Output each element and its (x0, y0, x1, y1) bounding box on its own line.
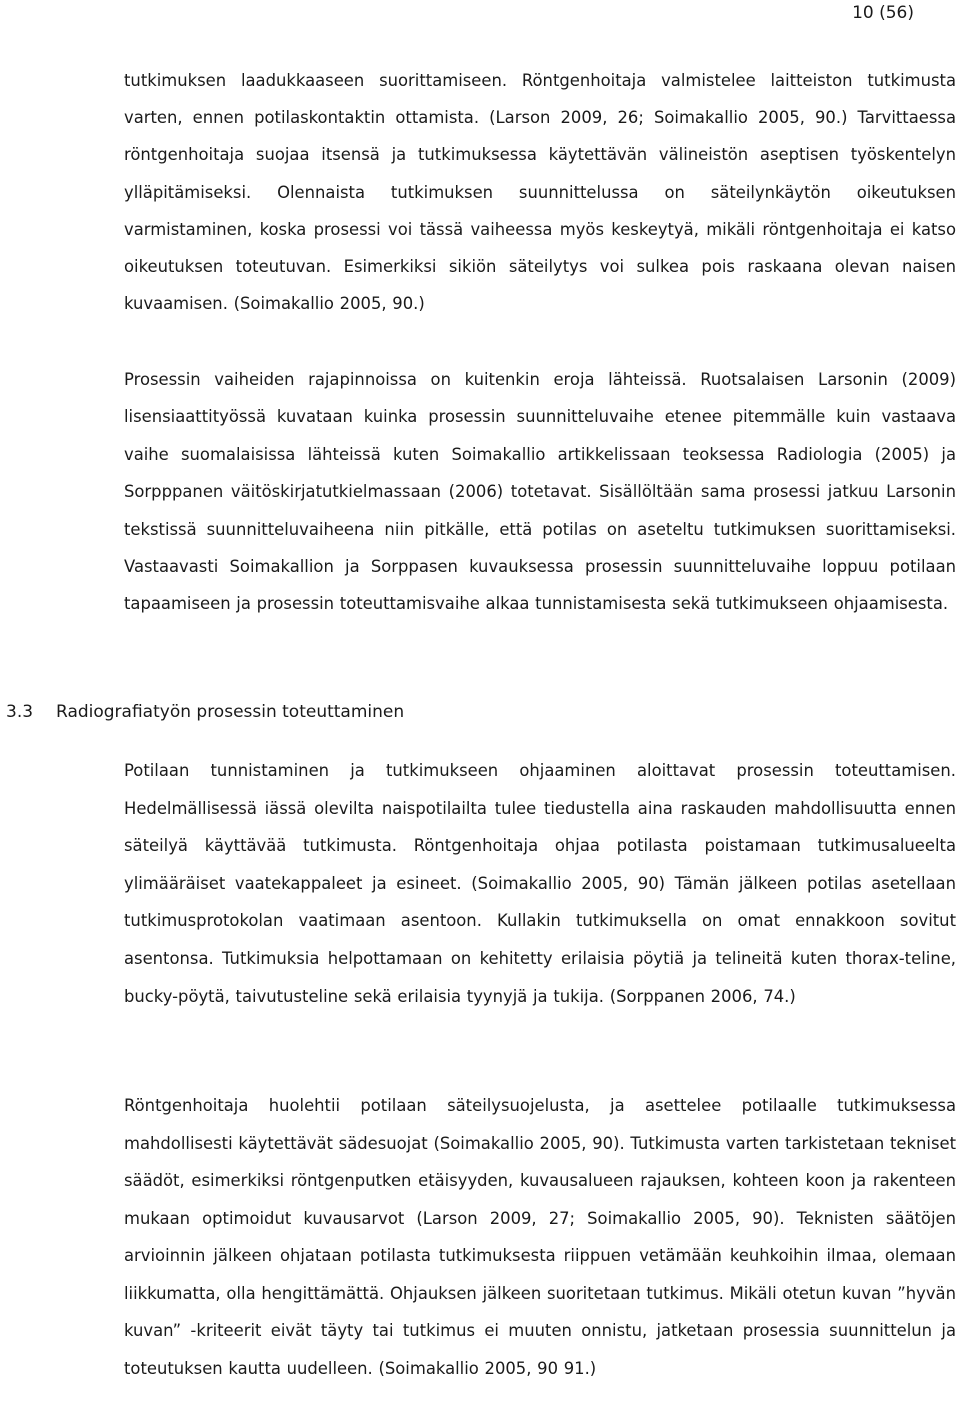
page-number: 10 (56) (852, 3, 914, 23)
section-number: 3.3 (6, 702, 34, 722)
paragraph-process-boundaries: Prosessin vaiheiden rajapinnoissa on kuitenkin eroja lähteissä. Ruotsalaisen Larsonin (2009) lisensiaattityössä kuvataan kuinka prosessin suunnitteluvaihe etenee pitemmälle kuin vastaava vaihe suomalaisissa lähteissä kuten Soimakallio artikkelissaan teoksessa Radiologia (2005) ja Sorpppanen väitöskirjatutkielmassaan (2006) totetavat. Sisällöltään sama prosessi jatkuu Larsonin tekstissä suunnitteluvaiheena niin pitkälle, että potilas on aseteltu tutkimuksen suorittamiseksi. Vastaavasti Soimakallion ja Sorppasen kuvauksessa prosessin suunnitteluvaihe loppuu potilaan tapaamiseen ja prosessin toteuttamisvaihe alkaa tunnistamisesta sekä tutkimukseen ohjaamisesta. (124, 370, 956, 614)
section-title: Radiografiatyön prosessin toteuttaminen (56, 702, 405, 722)
paragraph-patient-identification: Potilaan tunnistaminen ja tutkimukseen ohjaaminen aloittavat prosessin toteuttamisen. Hedelmällisessä iässä olevilta naispotilailta tulee tiedustella aina raskauden mahdollisuutta ennen säteilyä käyttävää tutkimusta. Röntgenhoitaja ohjaa potilasta poistamaan tutkimusalueelta ylimääräiset vaatekappaleet ja esineet. (Soimakallio 2005, 90) Tämän jälkeen potilas asetellaan tutkimusprotokolan vaatimaan asentoon. Kullakin tutkimuksella on omat ennakkoon sovitut asentonsa. Tutkimuksia helpottamaan on kehitetty erilaisia pöytiä ja telineitä kuten thorax-teline, bucky-pöytä, taivutusteline sekä erilaisia tyynyjä ja tukija. (Sorppanen 2006, 74.) (124, 761, 956, 1006)
paragraph-preparation: tutkimuksen laadukkaaseen suorittamiseen. Röntgenhoitaja valmistelee laitteiston tutkimusta varten, ennen potilaskontaktin ottamista. (Larson 2009, 26; Soimakallio 2005, 90.) Tarvittaessa röntgenhoitaja suojaa itsensä ja tutkimuksessa käytettävän välineistön aseptisen työskentelyn ylläpitämiseksi. Olennaista tutkimuksen suunnittelussa on säteilynkäytön oikeutuksen varmistaminen, koska prosessi voi tässä vaiheessa myös keskeytyä, mikäli röntgenhoitaja ei katso oikeutuksen toteutuvan. Esimerkiksi sikiön säteilytys voi sulkea pois raskaana olevan naisen kuvaamisen. (Soimakallio 2005, 90.) (124, 71, 956, 314)
paragraph-radiation-protection: Röntgenhoitaja huolehtii potilaan säteilysuojelusta, ja asettelee potilaalle tutkimuksessa mahdollisesti käytettävät sädesuojat (Soimakallio 2005, 90). Tutkimusta varten tarkistetaan tekniset säädöt, esimerkiksi röntgenputken etäisyyden, kuvausalueen rajauksen, kohteen koon ja rakenteen mukaan optimoidut kuvausarvot (Larson 2009, 27; Soimakallio 2005, 90). Teknisten säätöjen arvioinnin jälkeen ohjataan potilasta tutkimuksesta riippuen vetämään keuhkoihin ilmaa, olemaan liikkumatta, olla hengittämättä. Ohjauksen jälkeen suoritetaan tutkimus. Mikäli otetun kuvan ”hyvän kuvan” -kriteerit eivät täyty tai tutkimus ei muuten onnistu, jatketaan prosessia suunnittelun ja toteutuksen kautta uudelleen. (Soimakallio 2005, 90 91.) (124, 1096, 956, 1378)
section-heading (6, 699, 404, 725)
